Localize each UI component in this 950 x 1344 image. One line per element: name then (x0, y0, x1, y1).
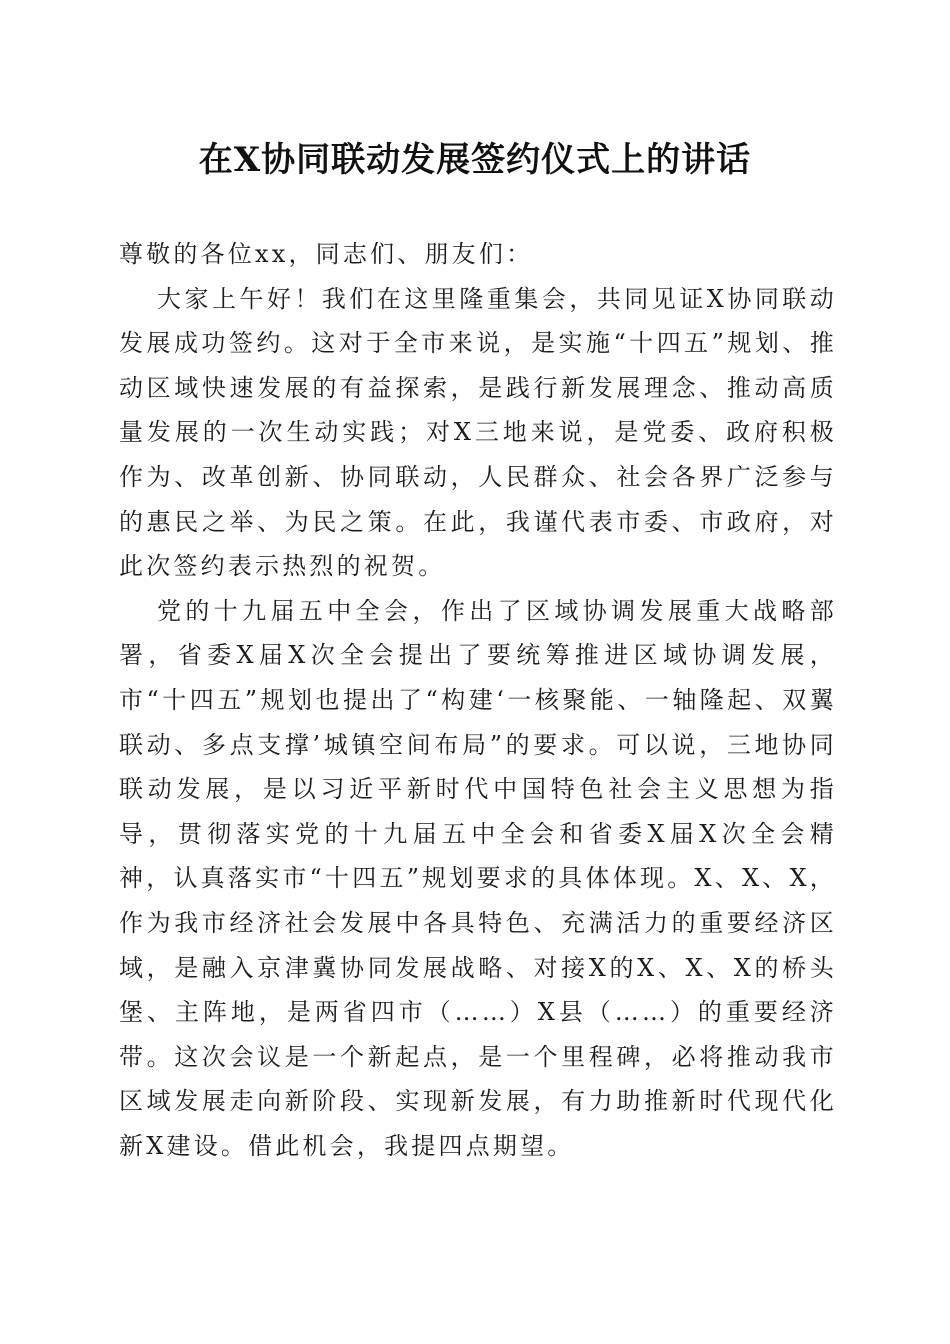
document-body (119, 232, 837, 1168)
salutation: 尊敬的各位xx，同志们、朋友们： (119, 240, 534, 268)
paragraph-2: 党的十九届五中全会，作出了区域协调发展重大战略部署，省委X届X次全会提出了要统筹推进区域协调发展，市“十四五”规划也提出了“构建‘一核聚能、一轴隆起、双翼联动、多点支撑’城镇空间布局”的要求。可以说，三地协同联动发展，是以习近平新时代中国特色社会主义思想为指导，贯彻落实党的十九届五中全会和省委X届X次全会精神，认真落实市“十四五”规划要求的具体体现。X、X、X，作为我市经济社会发展中各具特色、充满活力的重要经济区域，是融入京津冀协同发展战略、对接X的X、X、X的桥头堡、主阵地，是两省四市（……）X县（……）的重要经济带。这次会议是一个新起点，是一个里程碑，必将推动我市区域发展走向新阶段、实现新发展，有力助推新时代现代化新X建设。借此机会，我提四点期望。 (119, 596, 837, 1160)
paragraph-1: 大家上午好！我们在这里隆重集会，共同见证X协同联动发展成功签约。这对于全市来说，是实施“十四五”规划、推动区域快速发展的有益探索，是践行新发展理念、推动高质量发展的一次生动实践；对X三地来说，是党委、政府积极作为、改革创新、协同联动，人民群众、社会各界广泛参与的惠民之举、为民之策。在此，我谨代表市委、市政府，对此次签约表示热烈的祝贺。 (119, 284, 837, 581)
document-title: 在X协同联动发展签约仪式上的讲话 (198, 140, 752, 180)
